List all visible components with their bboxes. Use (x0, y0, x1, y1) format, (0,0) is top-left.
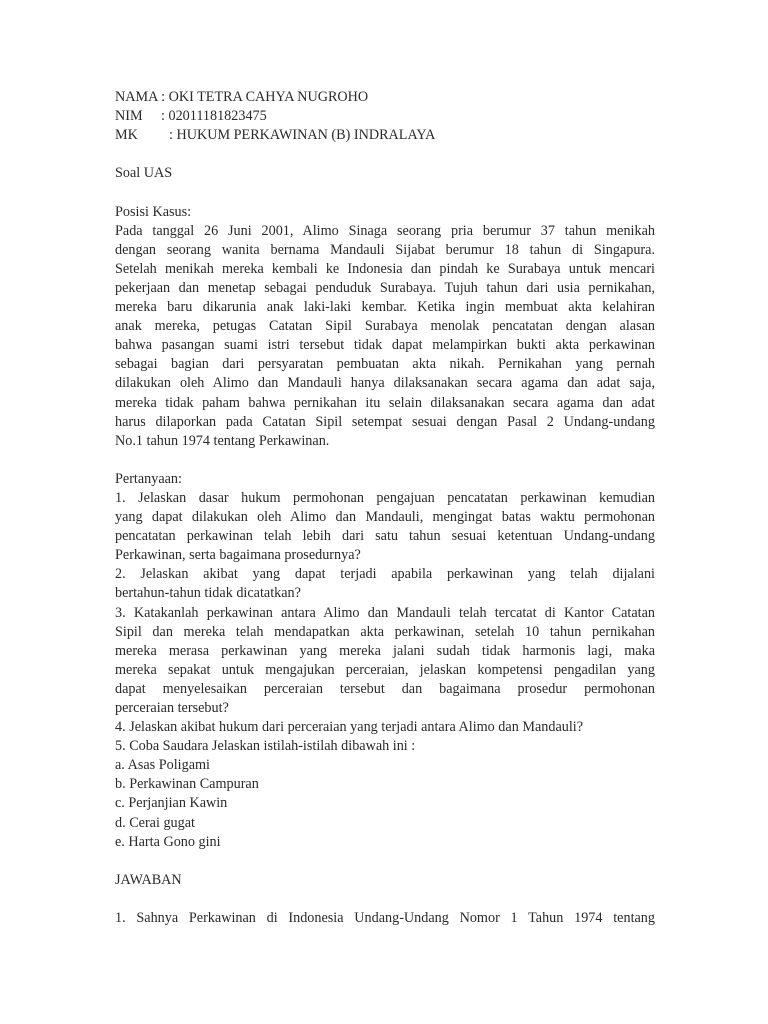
student-name: NAMA : OKI TETRA CAHYA NUGROHO (115, 89, 369, 105)
spacer (115, 890, 655, 909)
question-2 (115, 565, 655, 603)
case-heading: Posisi Kasus: (115, 203, 192, 220)
term-item: c. Perjanjian Kawin (115, 795, 228, 812)
answer-line: 1. Sahnya Perkawinan di Indonesia Undang-Undang Nomor 1 Tahun 1974 tentang (115, 910, 655, 927)
question-line: pencatatan perkawinan telah lebih dari satu tahun sesuai ketentuan Undang-undang (115, 528, 655, 545)
question-line: 3. Katakanlah perkawinan antara Alimo dan Mandauli telah tercatat di Kantor Catatan (115, 604, 655, 621)
nim-value: : 02011181823475 (161, 108, 267, 125)
case-line: sebagai bagian dari persyaratan pembuatan akta nikah. Pernikahan yang pernah (115, 356, 655, 373)
case-line: mereka baru dikarunia anak laki-laki kembar. Ketika ingin membuat akta kelahiran (115, 299, 655, 316)
question-line: mereka sepakat untuk mengajukan perceraian, jelaskan kompetensi pengadilan yang (115, 661, 655, 678)
questions-heading: Pertanyaan: (115, 470, 182, 487)
course-name (115, 126, 655, 145)
case-paragraph (115, 222, 655, 451)
question-line: mereka merasa perkawinan yang mereka jalani sudah tidak harmonis lagi, maka (115, 642, 655, 659)
case-line: pekerjaan dan menetap sebagai penduduk Surabaya. Tujuh tahun dari usia pernikahan, (115, 279, 655, 296)
case-line: No.1 tahun 1974 tentang Perkawinan. (115, 432, 330, 449)
question-line: dapat menyelesaikan perceraian tersebut dan bagaimana prosedur permohonan (115, 680, 655, 697)
spacer (115, 852, 655, 871)
question-line: Perkawinan, serta bagaimana prosedurnya? (115, 547, 361, 564)
spacer (115, 183, 655, 202)
mk-value: : HUKUM PERKAWINAN (B) INDRALAYA (169, 127, 436, 144)
question-line: perceraian tersebut? (115, 700, 229, 716)
question-1 (115, 489, 655, 565)
mk-label: MK (115, 127, 138, 144)
answers-heading: JAWABAN (115, 871, 182, 888)
nim-label: NIM (115, 108, 143, 125)
case-line: anak mereka, petugas Catatan Sipil Surabaya menolak pencatatan dengan alasan (115, 318, 655, 335)
term-item: a. Asas Poligami (115, 757, 210, 774)
spacer (115, 451, 655, 470)
question-3 (115, 604, 655, 719)
question-line: 1. Jelaskan dasar hukum permohonan pengajuan pencatatan perkawinan kemudian (115, 489, 655, 506)
student-nim (115, 107, 655, 126)
term-item: b. Perkawinan Campuran (115, 776, 259, 793)
term-item: e. Harta Gono gini (115, 833, 221, 850)
case-line: mereka tidak paham bahwa pernikahan itu selain dilaksanakan secara agama dan adat (115, 394, 655, 411)
question-line: Sipil dan mereka telah mendapatkan akta perkawinan, setelah 10 tahun pernikahan (115, 623, 655, 640)
question-4: 4. Jelaskan akibat hukum dari perceraian yang terjadi antara Alimo dan Mandauli? (115, 719, 584, 736)
document-title: Soal UAS (115, 165, 173, 182)
question-line: 2. Jelaskan akibat yang dapat terjadi apabila perkawinan yang telah dijalani (115, 566, 655, 583)
term-item: d. Cerai gugat (115, 814, 195, 831)
question-line: bertahun-tahun tidak dicatatkan? (115, 585, 301, 602)
case-line: Setelah menikah mereka kembali ke Indonesia dan pindah ke Surabaya untuk mencari (115, 260, 655, 277)
case-line: Pada tanggal 26 Juni 2001, Alimo Sinaga seorang pria berumur 37 tahun menikah (115, 222, 655, 239)
spacer (115, 145, 655, 164)
case-line: dengan seorang wanita bernama Mandauli Sijabat berumur 18 tahun di Singapura. (115, 241, 655, 258)
question-line: yang dapat dilakukan oleh Alimo dan Mandauli, mengingat batas waktu permohonan (115, 509, 655, 526)
document-page (115, 88, 655, 928)
case-line: dilakukan oleh Alimo dan Mandauli hanya dilaksanakan secara agama dan adat saja, (115, 375, 655, 392)
question-5: 5. Coba Saudara Jelaskan istilah-istilah dibawah ini : (115, 738, 416, 755)
case-line: bahwa pasangan suami istri tersebut tidak dapat melampirkan bukti akta perkawinan (115, 337, 655, 354)
case-line: harus dilaporkan pada Catatan Sipil setempat sesuai dengan Pasal 2 Undang-undang (115, 413, 655, 430)
